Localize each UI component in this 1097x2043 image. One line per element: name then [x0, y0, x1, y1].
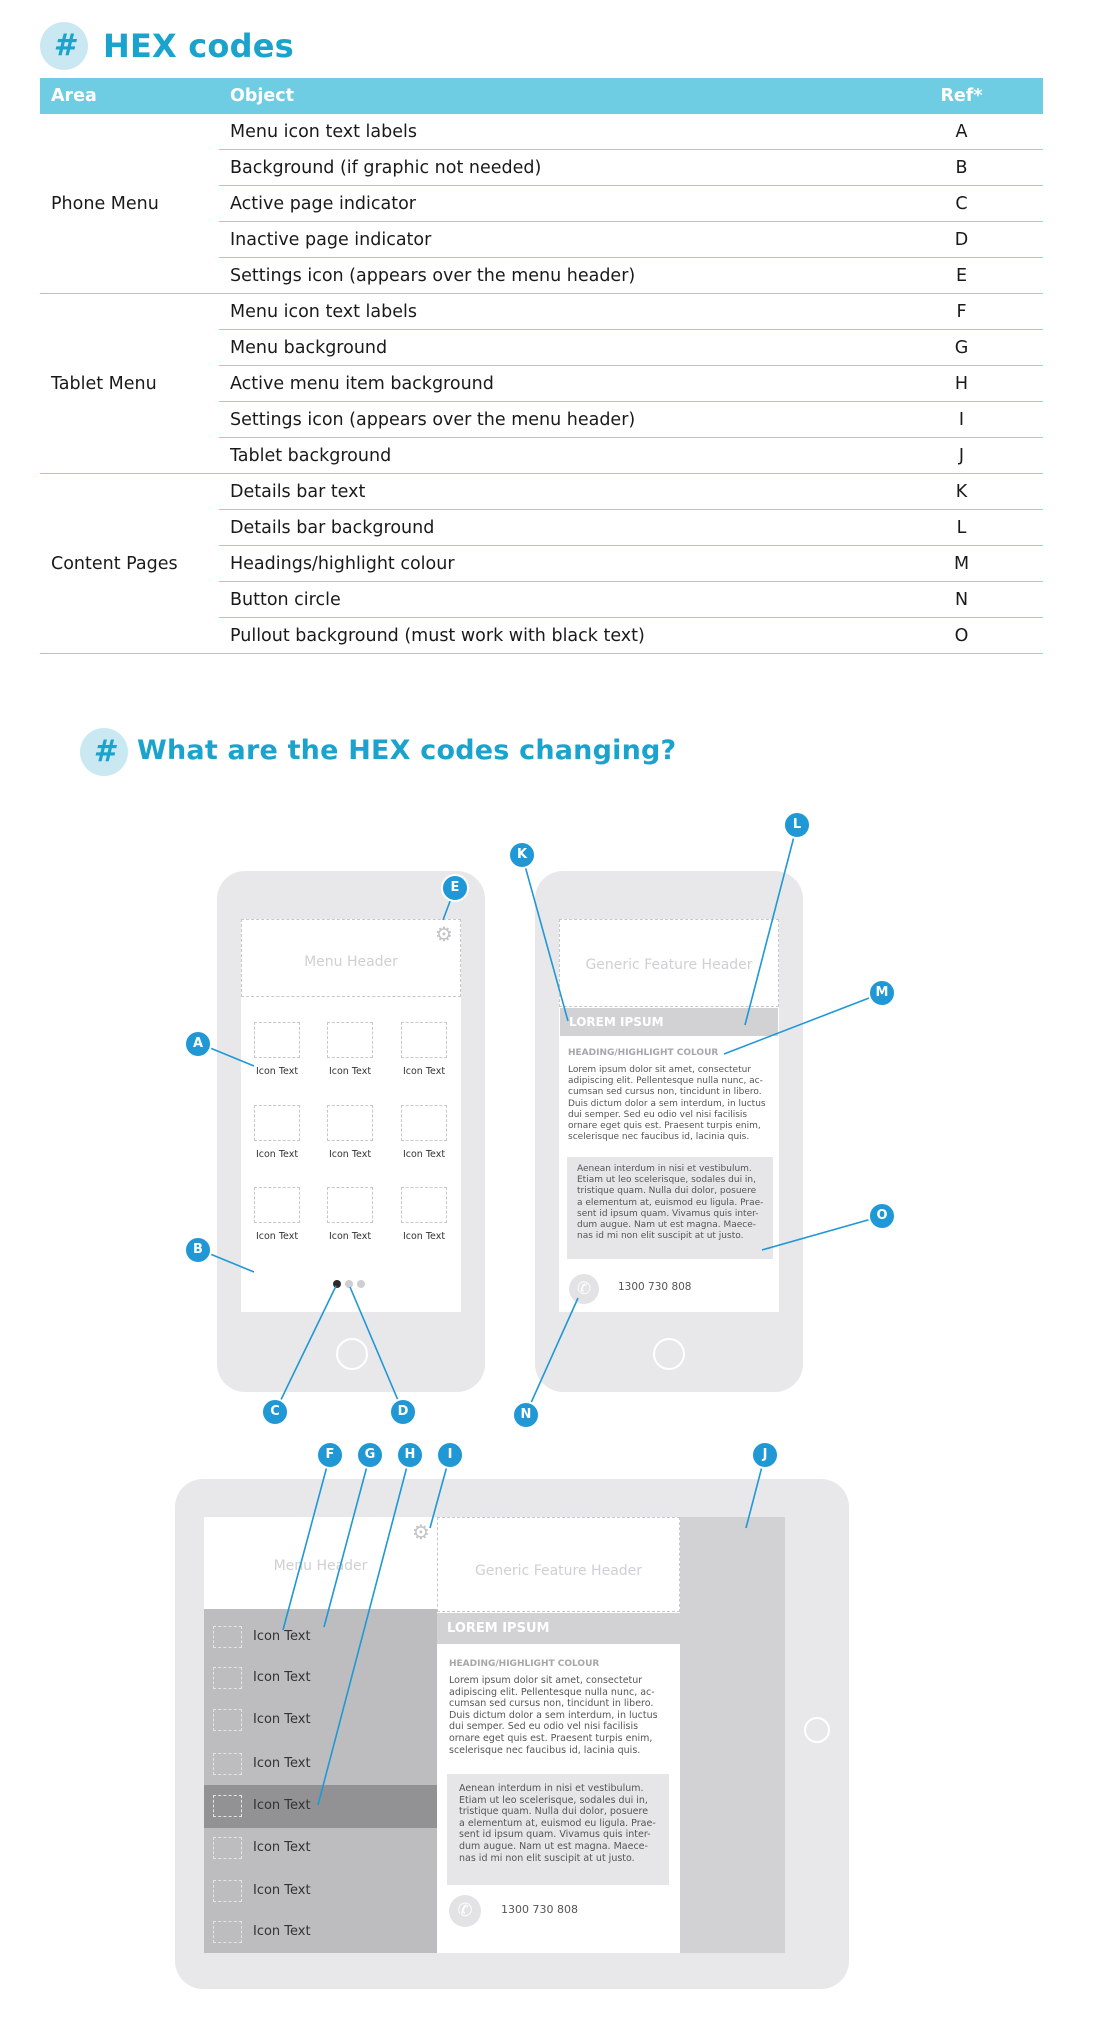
callout-o: O [868, 1202, 896, 1230]
tablet-body-text: Lorem ipsum dolor sit amet, consectetur adipiscing elit. Pellentesque nulla nunc, ac- cumsan sed cursus non, tincidunt in libero. Duis dictum dolor a sem interdum, in luctus dui semper. Sed eu odio vel nisi facilisis ornare eget quis est. Praesent turpis enim, scelerisque nec faucibus id, lacinia quis. [449, 1675, 658, 1756]
menu-item-icon-placeholder[interactable] [213, 1921, 242, 1943]
menu-item-icon-placeholder[interactable] [213, 1880, 242, 1902]
ref-cell: O [880, 618, 1043, 654]
object-cell: Active page indicator [219, 186, 880, 222]
table-row [40, 474, 1043, 510]
table-row [40, 294, 1043, 330]
menu-icon-label: Icon Text [255, 1149, 299, 1160]
menu-icon-label: Icon Text [255, 1231, 299, 1242]
object-cell: Menu icon text labels [219, 114, 880, 150]
menu-item-label[interactable]: Icon Text [253, 1798, 311, 1813]
menu-item-icon-placeholder[interactable] [213, 1795, 242, 1817]
menu-item-label[interactable]: Icon Text [253, 1629, 311, 1644]
ref-cell: J [880, 438, 1043, 474]
object-cell: Menu icon text labels [219, 294, 880, 330]
phone-icon[interactable]: ✆ [569, 1274, 599, 1304]
menu-icon-placeholder[interactable] [254, 1022, 300, 1058]
tablet-background [680, 1517, 785, 1953]
callout-k: K [508, 841, 536, 869]
area-cell: Phone Menu [40, 114, 219, 294]
object-cell: Inactive page indicator [219, 222, 880, 258]
col-header-ref: Ref* [880, 78, 1043, 114]
object-cell: Background (if graphic not needed) [219, 150, 880, 186]
callout-a: A [184, 1030, 212, 1058]
phone-number[interactable]: 1300 730 808 [618, 1281, 692, 1293]
menu-icon-placeholder[interactable] [327, 1105, 373, 1141]
callout-c: C [261, 1398, 289, 1426]
object-cell: Active menu item background [219, 366, 880, 402]
callout-e: E [441, 874, 469, 902]
ref-cell: E [880, 258, 1043, 294]
object-cell: Button circle [219, 582, 880, 618]
menu-icon-label: Icon Text [402, 1066, 446, 1077]
menu-icon-label: Icon Text [328, 1066, 372, 1077]
tablet-home-button[interactable] [804, 1717, 830, 1743]
tablet-phone-number[interactable]: 1300 730 808 [501, 1903, 578, 1916]
active-page-indicator[interactable] [333, 1280, 341, 1288]
settings-gear-icon[interactable]: ⚙ [435, 922, 453, 946]
callout-g: G [356, 1441, 384, 1469]
menu-item-label[interactable]: Icon Text [253, 1883, 311, 1898]
callout-i: I [436, 1441, 464, 1469]
hash-icon: # [80, 728, 128, 776]
ref-cell: F [880, 294, 1043, 330]
object-cell: Headings/highlight colour [219, 546, 880, 582]
tablet-heading-highlight: HEADING/HIGHLIGHT COLOUR [449, 1659, 600, 1669]
ref-cell: A [880, 114, 1043, 150]
tablet-details-bar: LOREM IPSUM [437, 1613, 680, 1644]
body-text: Lorem ipsum dolor sit amet, consectetur adipiscing elit. Pellentesque nulla nunc, ac- cumsan sed cursus non, tincidunt in libero. Duis dictum dolor a sem interdum, in luctus dui semper. Sed eu odio vel nisi facilisis ornare eget quis est. Praesent turpis enim, scelerisque nec faucibus id, lacinia quis. [568, 1065, 766, 1143]
menu-header-label: Menu Header [304, 954, 398, 970]
callout-f: F [316, 1441, 344, 1469]
menu-icon-placeholder[interactable] [401, 1105, 447, 1141]
menu-item-label[interactable]: Icon Text [253, 1924, 311, 1939]
menu-item-icon-placeholder[interactable] [213, 1626, 242, 1648]
col-header-object: Object [219, 78, 880, 114]
ref-cell: I [880, 402, 1043, 438]
heading-highlight: HEADING/HIGHLIGHT COLOUR [568, 1048, 719, 1058]
menu-icon-placeholder[interactable] [401, 1187, 447, 1223]
menu-icon-placeholder[interactable] [401, 1022, 447, 1058]
pullout-text: Aenean interdum in nisi et vestibulum. Etiam ut leo scelerisque, sodales dui in, tristique quam. Nulla dui dolor, posuere a elementum at, euismod eu ligula. Prae- sent id ipsum quam. Vivamus quis inter- dum augue. Nam ut est magna. Maece- nas id mi non elit suscipit at ut justo. [577, 1164, 764, 1242]
ref-cell: B [880, 150, 1043, 186]
ref-cell: N [880, 582, 1043, 618]
callout-n: N [512, 1401, 540, 1429]
details-bar: LOREM IPSUM [560, 1008, 778, 1036]
menu-item-label[interactable]: Icon Text [253, 1712, 311, 1727]
callout-j: J [751, 1441, 779, 1469]
object-cell: Settings icon (appears over the menu header) [219, 402, 880, 438]
phone-icon[interactable]: ✆ [449, 1895, 481, 1927]
section-title-changing: What are the HEX codes changing? [137, 735, 677, 766]
menu-item-icon-placeholder[interactable] [213, 1837, 242, 1859]
object-cell: Details bar text [219, 474, 880, 510]
ref-cell: G [880, 330, 1043, 366]
hash-icon: # [40, 22, 88, 70]
settings-gear-icon[interactable]: ⚙ [412, 1520, 430, 1544]
object-cell: Tablet background [219, 438, 880, 474]
col-header-area: Area [40, 78, 219, 114]
callout-m: M [868, 979, 896, 1007]
tablet-pullout-text: Aenean interdum in nisi et vestibulum. Etiam ut leo scelerisque, sodales dui in, tristique quam. Nulla dui dolor, posuere a elementum at, euismod eu ligula. Prae- sent id ipsum quam. Vivamus quis inter- dum augue. Nam ut est magna. Maece- nas id mi non elit suscipit at ut justo. [459, 1783, 656, 1864]
inactive-page-indicator[interactable] [345, 1280, 353, 1288]
menu-icon-label: Icon Text [402, 1231, 446, 1242]
tablet-feature-header-label: Generic Feature Header [474, 1563, 643, 1579]
object-cell: Menu background [219, 330, 880, 366]
callout-b: B [184, 1236, 212, 1264]
feature-header-label: Generic Feature Header [585, 957, 753, 973]
menu-item-icon-placeholder[interactable] [213, 1667, 242, 1689]
ref-cell: C [880, 186, 1043, 222]
menu-icon-placeholder[interactable] [254, 1105, 300, 1141]
menu-icon-placeholder[interactable] [327, 1187, 373, 1223]
ref-cell: K [880, 474, 1043, 510]
callout-h: H [396, 1441, 424, 1469]
object-cell: Pullout background (must work with black text) [219, 618, 880, 654]
area-cell: Tablet Menu [40, 294, 219, 474]
menu-icon-placeholder[interactable] [254, 1187, 300, 1223]
area-cell: Content Pages [40, 474, 219, 654]
table-header-row [40, 78, 1043, 114]
menu-icon-label: Icon Text [255, 1066, 299, 1077]
callout-l: L [783, 811, 811, 839]
ref-cell: D [880, 222, 1043, 258]
menu-icon-label: Icon Text [328, 1149, 372, 1160]
inactive-page-indicator[interactable] [357, 1280, 365, 1288]
object-cell: Settings icon (appears over the menu header) [219, 258, 880, 294]
ref-cell: H [880, 366, 1043, 402]
menu-item-label[interactable]: Icon Text [253, 1840, 311, 1855]
menu-icon-label: Icon Text [402, 1149, 446, 1160]
hex-codes-table [40, 78, 1043, 654]
ref-cell: M [880, 546, 1043, 582]
menu-icon-label: Icon Text [328, 1231, 372, 1242]
menu-item-icon-placeholder[interactable] [213, 1709, 242, 1731]
home-button[interactable] [336, 1338, 368, 1370]
callout-d: D [389, 1398, 417, 1426]
section-title-hex-codes: HEX codes [103, 27, 294, 65]
menu-item-icon-placeholder[interactable] [213, 1753, 242, 1775]
menu-item-label[interactable]: Icon Text [253, 1756, 311, 1771]
menu-item-label[interactable]: Icon Text [253, 1670, 311, 1685]
menu-icon-placeholder[interactable] [327, 1022, 373, 1058]
tablet-menu-header-label: Menu Header [273, 1558, 368, 1574]
object-cell: Details bar background [219, 510, 880, 546]
table-row [40, 114, 1043, 150]
home-button[interactable] [653, 1338, 685, 1370]
ref-cell: L [880, 510, 1043, 546]
